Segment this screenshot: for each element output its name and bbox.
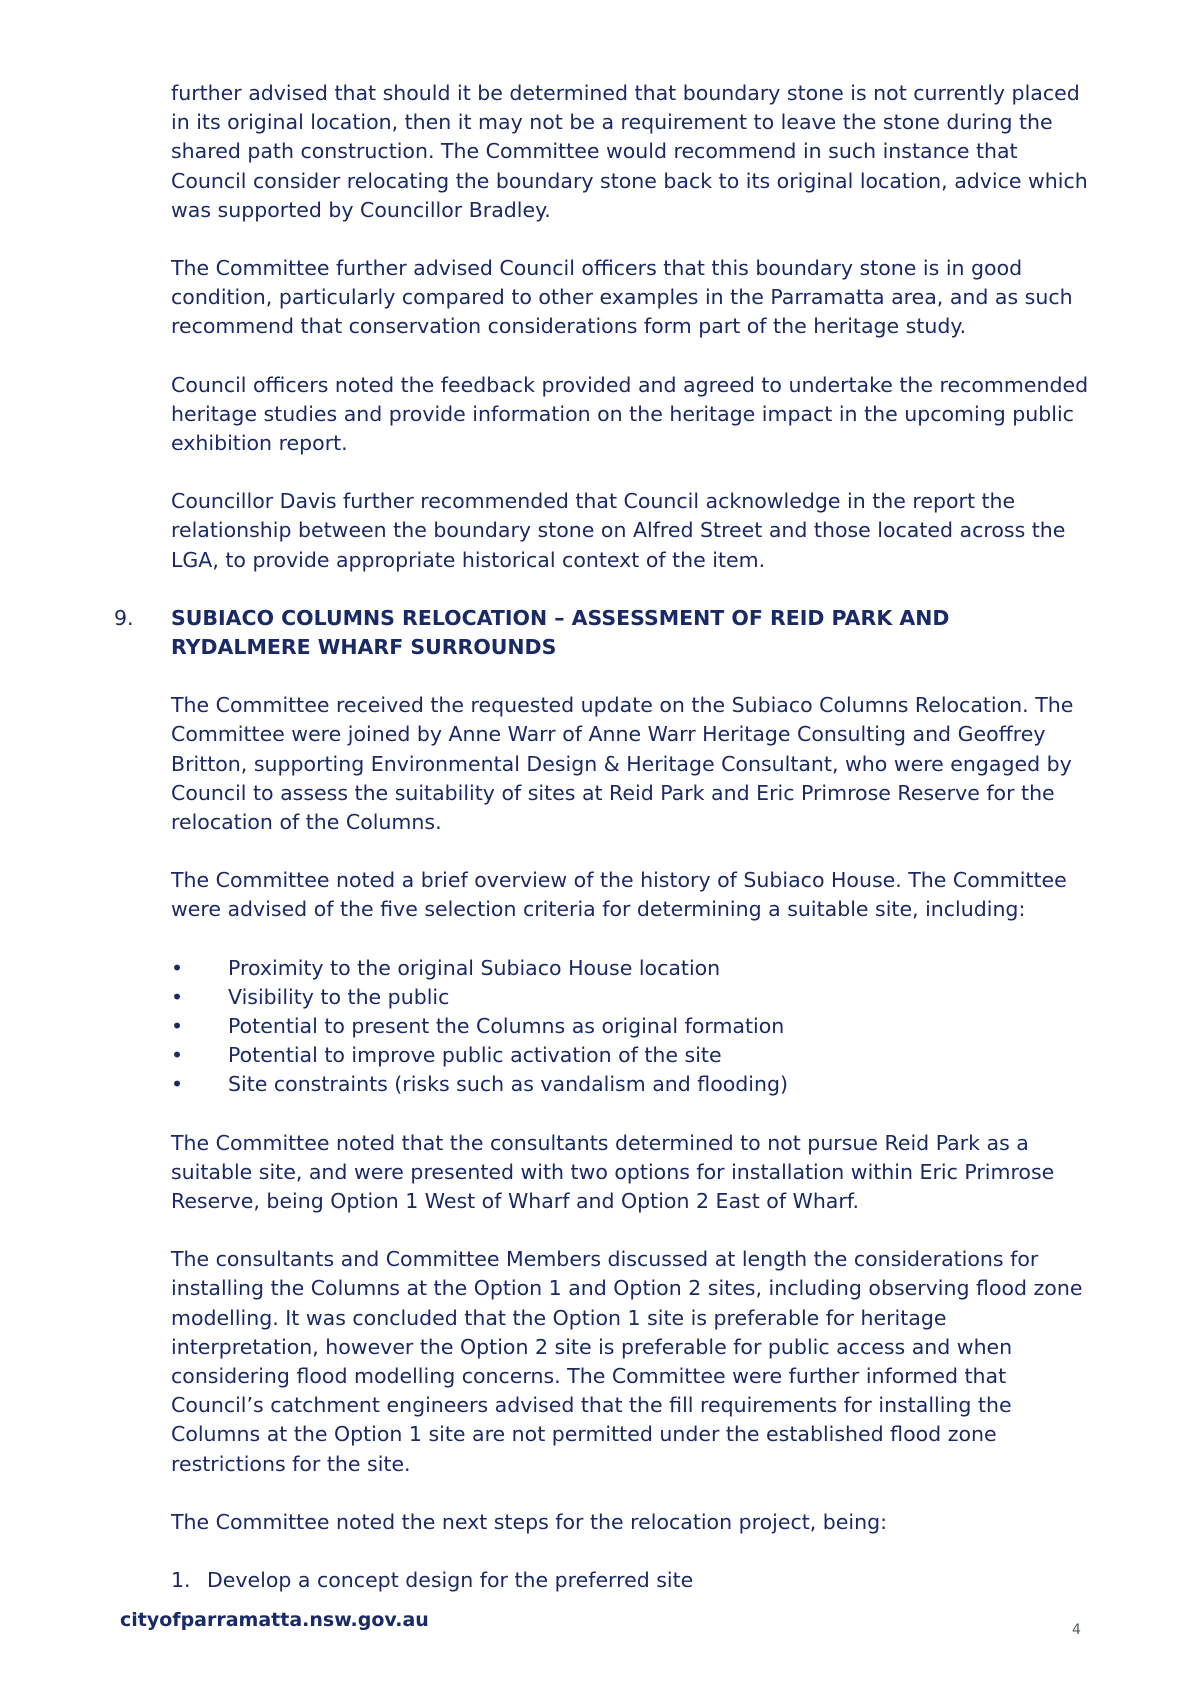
paragraph-next-steps-intro: The Committee noted the next steps for the relocation project, being: — [171, 1509, 888, 1534]
page-content — [114, 79, 1096, 1595]
next-steps-list — [171, 1566, 1096, 1595]
paragraph-boundary-stone-condition: The Committee further advised Council officers that this boundary stone is in good condition, particularly compared to other examples in the Parramatta area, and as such recommend that conservation considerations form part of the heritage study. — [171, 256, 1073, 339]
paragraph-council-officers-feedback: Council officers noted the feedback provided and agreed to undertake the recommended heritage studies and provide information on the heritage impact in the upcoming public exhibition report. — [171, 372, 1089, 456]
paragraph-options-discussion: The consultants and Committee Members discussed at length the considerations for installing the Columns at the Option 1 and Option 2 sites, including observing flood zone modelling. It was concluded that the Option 1 site is preferable for heritage interpretation, however the Option 2 site is preferable for public access and when considering flood modelling concerns. The Committee were further informed that Council’s catchment engineers advised that the fill requirements for installing the Columns at the Option 1 site are not permitted under the established flood zone restrictions for the site. — [171, 1247, 1083, 1476]
section-heading — [114, 604, 1096, 662]
selection-criteria-list — [171, 954, 1096, 1100]
paragraph-boundary-stone-location: further advised that should it be determined that boundary stone is not currently placed in its original location, then it may not be a requirement to leave the stone during the shared path construction. The Committee would recommend in such instance that Council consider relocating the boundary stone back to its original location, advice which was supported by Councillor Bradley. — [171, 81, 1088, 222]
page-number: 4 — [1072, 1622, 1081, 1638]
bullet-icon: • — [171, 1014, 184, 1039]
bullet-icon: • — [171, 1072, 184, 1097]
footer-website-link[interactable]: cityofparramatta.nsw.gov.au — [120, 1609, 429, 1631]
section-title: SUBIACO COLUMNS RELOCATION – ASSESSMENT OF REID PARK AND RYDALMERE WHARF SURROUNDS — [171, 605, 950, 660]
paragraph-selection-criteria-intro: The Committee noted a brief overview of the history of Subiaco House. The Committee were advised of the five selection criteria for determining a suitable site, including: — [171, 868, 1067, 922]
list-item: • Potential to present the Columns as original formation — [171, 1012, 1096, 1041]
list-item: • Potential to improve public activation of the site — [171, 1041, 1096, 1070]
list-item: • Visibility to the public — [171, 983, 1096, 1012]
list-item: • Site constraints (risks such as vandalism and flooding) — [171, 1070, 1096, 1099]
paragraph-reid-park-decision: The Committee noted that the consultants determined to not pursue Reid Park as a suitable site, and were presented with two options for installation within Eric Primrose Reserve, being Option 1 West of Wharf and Option 2 East of Wharf. — [171, 1130, 1055, 1214]
list-item — [171, 1566, 1096, 1595]
section-number: 9. — [114, 605, 134, 630]
paragraph-councillor-davis-recommendation: Councillor Davis further recommended that Council acknowledge in the report the relationship between the boundary stone on Alfred Street and those located across the LGA, to provide appropriate historical context of the item. — [171, 489, 1066, 572]
step-number: 1. — [171, 1568, 191, 1593]
step-text: Develop a concept design for the preferred site — [207, 1568, 694, 1593]
bullet-icon: • — [171, 984, 184, 1009]
paragraph-subiaco-update: The Committee received the requested update on the Subiaco Columns Relocation. The Committee were joined by Anne Warr of Anne Warr Heritage Consulting and Geoffrey Britton, supporting Environmental Design & Heritage Consultant, who were engaged by Council to assess the suitability of sites at Reid Park and Eric Primrose Reserve for the relocation of the Columns. — [171, 693, 1074, 835]
list-item: • Proximity to the original Subiaco House location — [171, 954, 1096, 983]
bullet-icon: • — [171, 955, 184, 980]
bullet-icon: • — [171, 1043, 184, 1068]
